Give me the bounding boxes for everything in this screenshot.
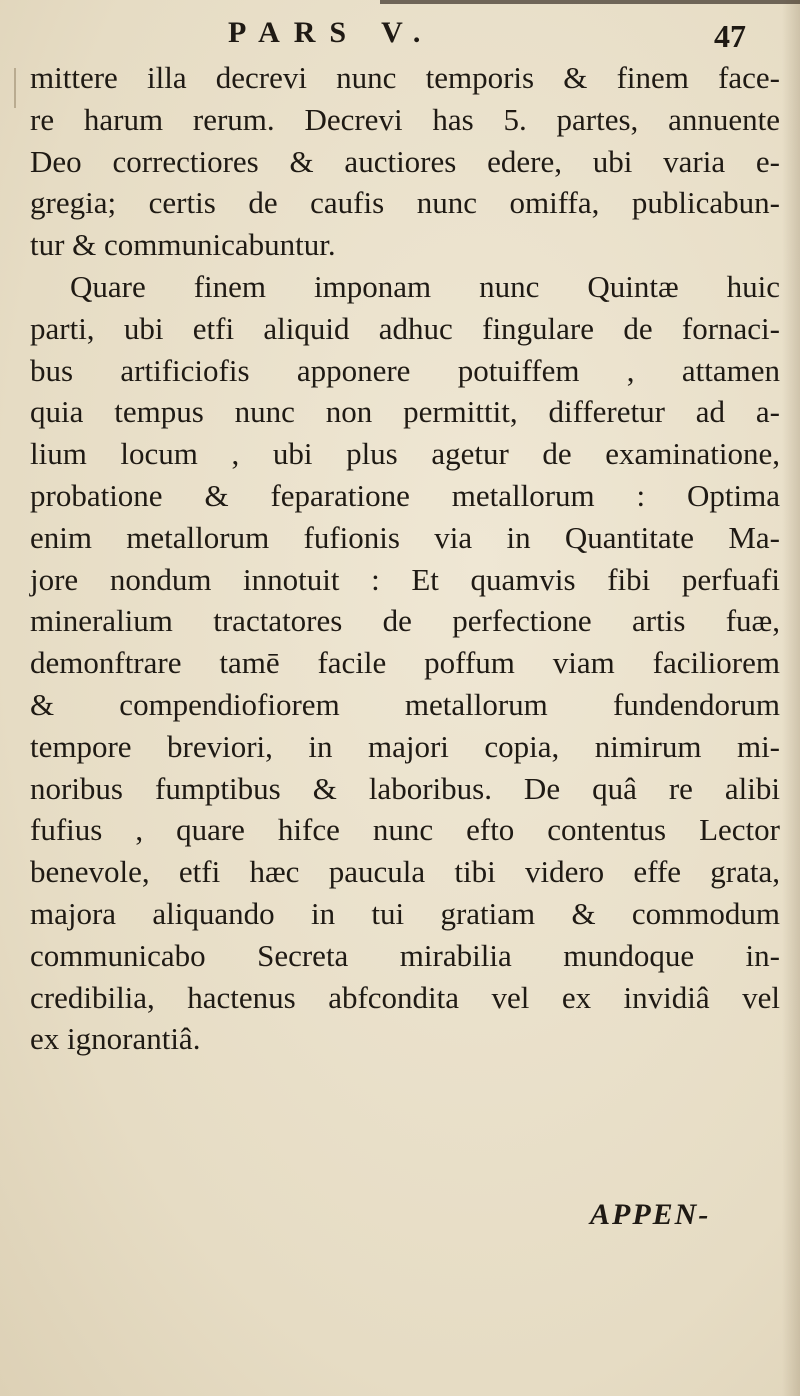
text-line: credibilia, hactenus abfcondita vel ex invidiâ vel <box>30 979 780 1015</box>
body-text <box>30 57 780 1060</box>
text-line: bus artificiofis apponere potuiffem , attamen <box>30 352 780 388</box>
text-line: Quare finem imponam nunc Quintæ huic <box>70 268 780 304</box>
margin-mark <box>14 68 16 108</box>
text-line: mittere illa decrevi nunc temporis & finem face- <box>30 60 780 95</box>
text-line: noribus fumptibus & laboribus. De quâ re alibi <box>30 770 780 806</box>
text-line: & compendiofiorem metallorum fundendorum <box>30 686 780 722</box>
catchword: APPEN- <box>590 1198 711 1231</box>
text-line: benevole, etfi hæc paucula tibi videro effe grata, <box>30 854 780 890</box>
text-line: tur & communicabuntur. <box>30 227 336 263</box>
page-top-edge <box>380 0 800 4</box>
text-line: communicabo Secreta mirabilia mundoque in- <box>30 937 780 973</box>
page-edge-shadow <box>782 0 800 1396</box>
text-line: mineralium tractatores de perfectione artis fuæ, <box>30 603 780 639</box>
text-line: ex ignorantiâ. <box>30 1021 201 1057</box>
text-line: parti, ubi etfi aliquid adhuc fingulare de fornaci- <box>30 310 780 346</box>
text-line: fufius , quare hifce nunc efto contentus Lector <box>30 812 780 848</box>
text-line: re harum rerum. Decrevi has 5. partes, annuente <box>30 101 780 137</box>
text-line: gregia; certis de caufis nunc omiffa, publicabun- <box>30 185 780 221</box>
running-head: PARS V. <box>228 16 435 49</box>
text-line: Deo correctiores & auctiores edere, ubi varia e- <box>30 143 780 179</box>
text-line: majora aliquando in tui gratiam & commodum <box>30 895 780 931</box>
page-number: 47 <box>714 18 746 54</box>
text-line: quia tempus nunc non permittit, differetur ad a- <box>30 394 780 430</box>
page-header <box>0 12 800 52</box>
text-line: tempore breviori, in majori copia, nimirum mi- <box>30 728 780 764</box>
text-line: lium locum , ubi plus agetur de examinatione, <box>30 436 780 472</box>
text-line: probatione & feparatione metallorum : Optima <box>30 477 780 513</box>
text-line: enim metallorum fufionis via in Quantitate Ma- <box>30 519 780 555</box>
text-line: demonftrare tamē facile poffum viam faciliorem <box>30 645 780 681</box>
text-line: jore nondum innotuit : Et quamvis fibi perfuafi <box>30 561 780 597</box>
